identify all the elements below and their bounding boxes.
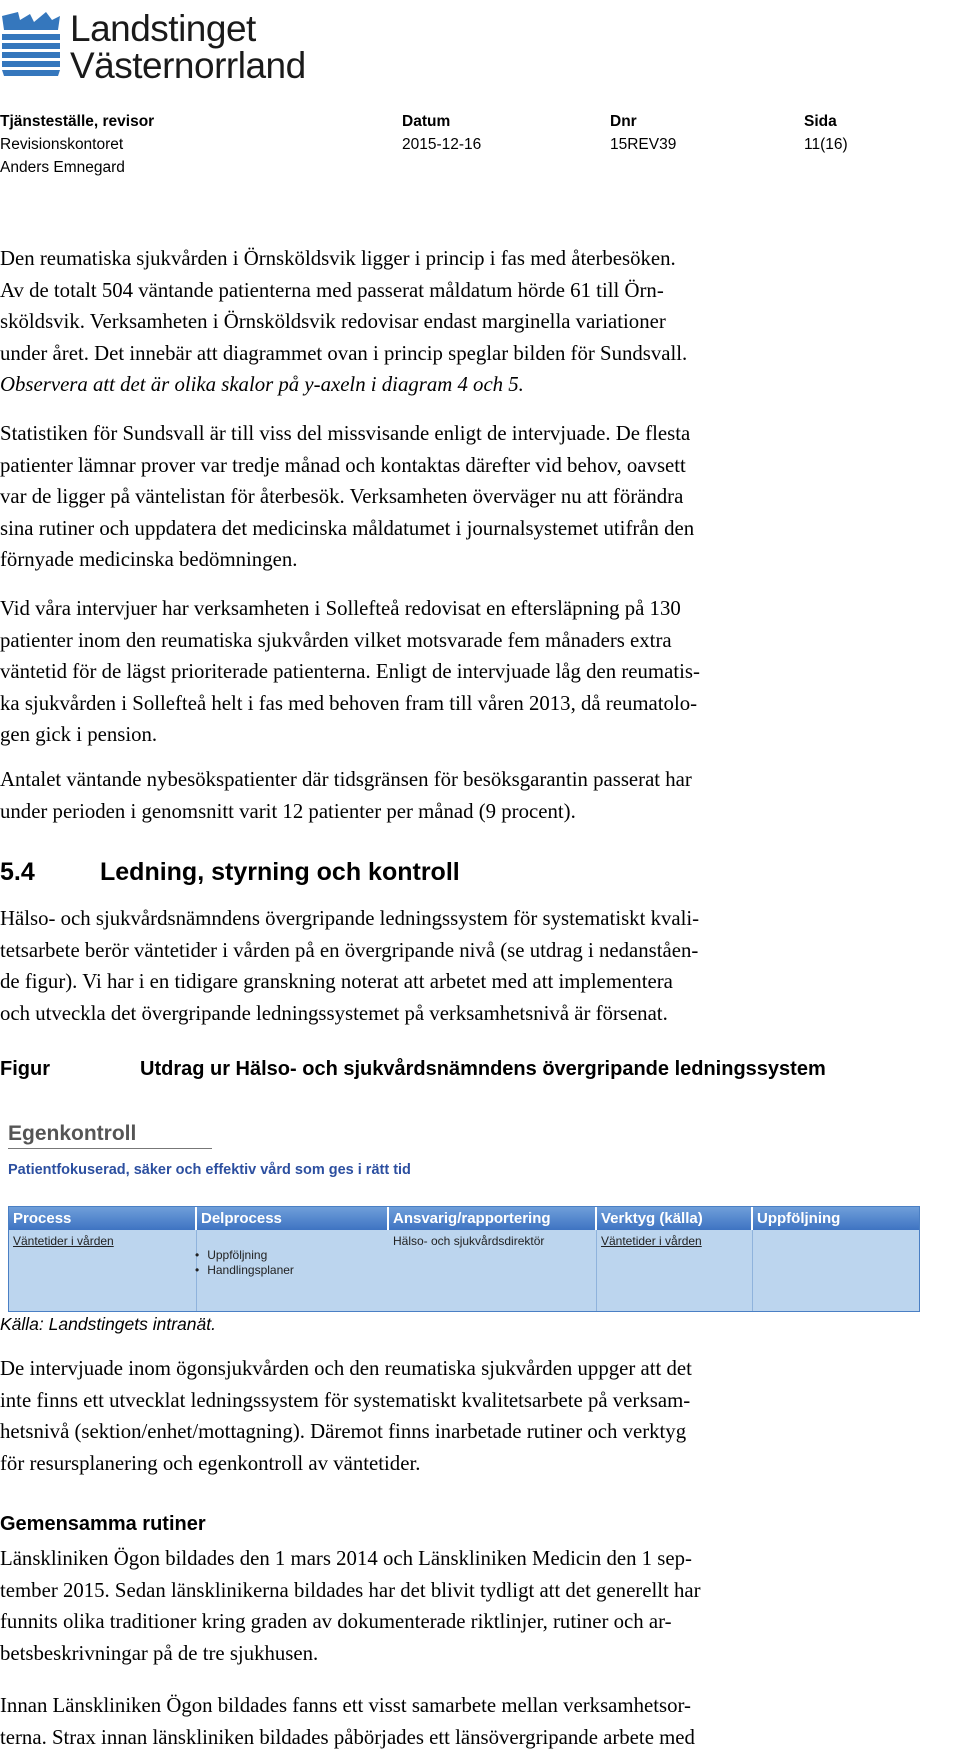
- meta-date: 2015-12-16: [402, 136, 482, 153]
- logo: [0, 6, 320, 84]
- section-number: 5.4: [0, 858, 35, 886]
- figure-cell-ansvarig: [389, 1230, 597, 1311]
- meta-author: Anders Emnegard: [0, 159, 125, 176]
- process-value: Väntetider i vården: [13, 1234, 114, 1248]
- figure-table: [8, 1206, 920, 1312]
- section-title: Ledning, styrning och kontroll: [100, 858, 460, 886]
- delprocess-item: • Handlingsplaner: [209, 1263, 385, 1278]
- figure-label: Figur: [0, 1058, 50, 1080]
- text-line: Hälso- och sjukvårdsnämndens övergripande ledningssystem för systematiskt kvali-: [0, 907, 700, 930]
- text-line: patienter lämnar prover var tredje månad och kontaktas därefter vid behov, oavsett: [0, 453, 686, 477]
- delprocess-item: • Uppföljning: [209, 1248, 385, 1263]
- figure-cell-verktyg: [597, 1230, 753, 1311]
- paragraph-7: [0, 1543, 950, 1669]
- meta-label-date: Datum: [402, 113, 451, 130]
- meta-label-office: Tjänsteställe, revisor: [0, 113, 155, 130]
- text-line: Vid våra intervjuer har verksamheten i Sollefteå redovisat en eftersläpning på 130: [0, 597, 681, 620]
- text-line: hetsnivå (sektion/enhet/mottagning). Däremot finns inarbetade rutiner och verktyg: [0, 1420, 687, 1443]
- meta-office: Revisionskontoret: [0, 136, 124, 153]
- text-line: Innan Länskliniken Ögon bildades fanns ett visst samarbete mellan verksamhetsor-: [0, 1694, 691, 1717]
- text-line: patienter inom den reumatiska sjukvården vilket motsvarade fem månaders extra: [0, 628, 672, 652]
- figure-column-header: Delprocess: [197, 1207, 389, 1230]
- text-line: Antalet väntande nybesökspatienter där tidsgränsen för besöksgarantin passerat har: [0, 768, 692, 791]
- text-line: betsbeskrivningar på de tre sjukhusen.: [0, 1641, 319, 1665]
- text-line: tetsarbete berör väntetider i vården på en övergripande nivå (se utdrag i nedanståen-: [0, 938, 699, 962]
- paragraph-8: [0, 1690, 950, 1753]
- text-line: sköldsvik. Verksamheten i Örnsköldsvik redovisar endast marginella variationer: [0, 310, 666, 333]
- paragraph-2: [0, 418, 950, 576]
- subheading: Gemensamma rutiner: [0, 1513, 206, 1535]
- paragraph-1: [0, 243, 950, 401]
- text-line: Av de totalt 504 väntande patienterna med passerat måldatum hörde 61 till Örn-: [0, 278, 664, 302]
- text-line: gen gick i pension.: [0, 723, 158, 746]
- text-line: förnyade medicinska bedömningen.: [0, 548, 298, 571]
- meta-label-dnr: Dnr: [610, 113, 637, 130]
- text-line: och utveckla det övergripande ledningssystemet på verksamhetsnivå är försenat.: [0, 1001, 668, 1025]
- meta-column-date: [402, 110, 481, 156]
- meta-column-office: [0, 110, 154, 179]
- meta-dnr: 15REV39: [610, 136, 677, 153]
- text-line: för resursplanering och egenkontroll av väntetider.: [0, 1451, 421, 1475]
- meta-column-page: [804, 110, 848, 156]
- text-line: inte finns ett utvecklat ledningssystem för systematiskt kvalitetsarbete på verksam-: [0, 1388, 691, 1412]
- figure-subheading: Patientfokuserad, säker och effektiv vård som ges i rätt tid: [8, 1162, 411, 1178]
- logo-line-2: Västernorrland: [70, 45, 306, 86]
- verktyg-value: Väntetider i vården: [601, 1234, 702, 1248]
- section-heading: [0, 858, 460, 887]
- figure-heading: Egenkontroll: [8, 1122, 137, 1145]
- paragraph-6: [0, 1353, 950, 1479]
- text-line: terna. Strax innan länskliniken bildades påbörjades ett länsövergripande arbete med: [0, 1725, 695, 1749]
- text-line: var de ligger på väntelistan för återbesök. Verksamheten överväger nu att förändra: [0, 485, 684, 508]
- text-line: Statistiken för Sundsvall är till viss del missvisande enligt de intervjuade. De flesta: [0, 422, 691, 445]
- text-line: ka sjukvården i Sollefteå helt i fas med behoven fram till våren 2013, då reumatolo-: [0, 691, 698, 715]
- text-line-italic: Observera att det är olika skalor på y-axeln i diagram 4 och 5.: [0, 373, 524, 396]
- meta-column-dnr: [610, 110, 676, 156]
- text-line: väntetid för de lägst prioriterade patienterna. Enligt de intervjuade låg den reumatis-: [0, 660, 700, 683]
- paragraph-3: [0, 593, 950, 751]
- paragraph-4: [0, 764, 950, 827]
- meta-label-page: Sida: [804, 113, 837, 130]
- figure-column-header: Process: [9, 1207, 197, 1230]
- text-line: De intervjuade inom ögonsjukvården och den reumatiska sjukvården uppger att det: [0, 1357, 692, 1380]
- shield-logo-icon: [0, 10, 62, 82]
- text-line: tember 2015. Sedan länsklinikerna bildades har det blivit tydligt att det generellt har: [0, 1578, 701, 1602]
- ansvarig-value: Hälso- och sjukvårdsdirektör: [393, 1234, 545, 1248]
- figure-divider: [8, 1148, 212, 1149]
- paragraph-5: [0, 903, 950, 1029]
- text-line: Länskliniken Ögon bildades den 1 mars 2014 och Länskliniken Medicin den 1 sep-: [0, 1547, 692, 1570]
- text-line: under perioden i genomsnitt varit 12 patienter per månad (9 procent).: [0, 799, 576, 823]
- text-line: sina rutiner och uppdatera det medicinska måldatumet i journalsystemet utifrån den: [0, 516, 695, 540]
- figure-source: Källa: Landstingets intranät.: [0, 1314, 216, 1334]
- meta-page: 11(16): [804, 136, 848, 153]
- logo-line-1: Landstinget: [70, 8, 256, 49]
- text-line: under året. Det innebär att diagrammet ovan i princip speglar bilden för Sundsvall.: [0, 341, 688, 365]
- figure-cell-uppfoljning: [753, 1230, 919, 1311]
- figure-column-header: Uppföljning: [753, 1207, 919, 1230]
- text-line: funnits olika traditioner kring graden av dokumenterade riktlinjer, rutiner och ar-: [0, 1610, 672, 1633]
- text-line: de figur). Vi har i en tidigare granskning noterat att arbetet med att implementera: [0, 970, 673, 993]
- figure-column-header: Ansvarig/rapportering: [389, 1207, 597, 1230]
- text-line: Den reumatiska sjukvården i Örnsköldsvik ligger i princip i fas med återbesöken.: [0, 247, 676, 270]
- figure-title: Utdrag ur Hälso- och sjukvårdsnämndens övergripande ledningssystem: [140, 1058, 826, 1080]
- figure-cell-delprocess: [9, 1230, 389, 1311]
- figure-column-header: Verktyg (källa): [597, 1207, 753, 1230]
